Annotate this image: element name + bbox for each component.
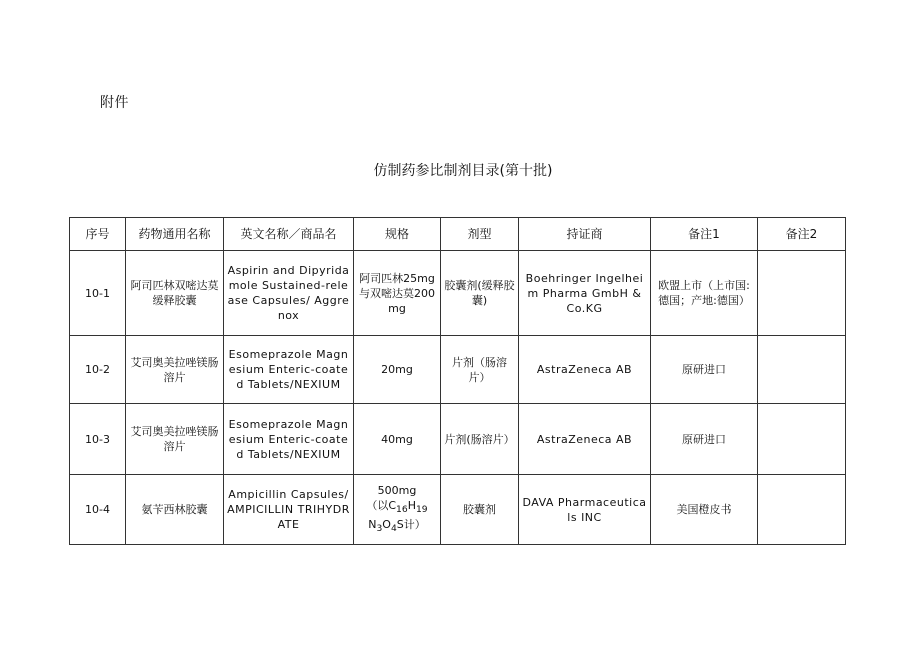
cell-holder: Boehringer Ingelheim Pharma GmbH & Co.KG [519,251,651,336]
cell-note2 [758,251,846,336]
spec-o: O [382,518,391,531]
spec-note-prefix: （以C [366,498,397,512]
cell-dosage-form: 片剂（肠溶片） [441,336,519,404]
cell-note1: 原研进口 [651,336,758,404]
cell-note2 [758,336,846,404]
cell-spec: 20mg [354,336,441,404]
cell-dosage-form: 胶囊剂(缓释胶囊) [441,251,519,336]
cell-english-name: Ampicillin Capsules/AMPICILLIN TRIHYDRATE [224,475,354,545]
column-header-holder: 持证商 [519,218,651,251]
cell-note1: 原研进口 [651,404,758,475]
cell-holder: AstraZeneca AB [519,404,651,475]
table-header-row [70,218,846,251]
table-row [70,251,846,336]
column-header-note2: 备注2 [758,218,846,251]
cell-dosage-form: 片剂(肠溶片） [441,404,519,475]
table-row [70,475,846,545]
cell-note2 [758,404,846,475]
reference-drug-table [69,217,846,545]
spec-n-subscript: 3 [376,523,383,535]
spec-n: N [368,518,377,531]
attachment-label: 附件 [100,95,129,111]
column-header-note1: 备注1 [651,218,758,251]
spec-o-subscript: 4 [390,523,397,535]
spec-note-suffix: S计） [396,518,426,531]
cell-english-name: Esomeprazole Magnesium Enteric-coated Tablets/NEXIUM [224,336,354,404]
column-header-dosage-form: 剂型 [441,218,519,251]
cell-spec: 40mg [354,404,441,475]
column-header-seq: 序号 [70,218,126,251]
cell-english-name: Aspirin and Dipyridamole Sustained-release Capsules/ Aggrenox [224,251,354,336]
spec-c-subscript: 16 [396,504,408,515]
cell-seq: 10-1 [70,251,126,336]
table-row [70,404,846,475]
column-header-generic-name: 药物通用名称 [126,218,224,251]
cell-seq: 10-4 [70,475,126,545]
cell-generic-name: 阿司匹林双嘧达莫缓释胶囊 [126,251,224,336]
cell-dosage-form: 胶囊剂 [441,475,519,545]
cell-generic-name: 艾司奥美拉唑镁肠溶片 [126,336,224,404]
column-header-english-name: 英文名称／商品名 [224,218,354,251]
cell-holder: AstraZeneca AB [519,336,651,404]
cell-spec [354,475,441,545]
cell-generic-name: 艾司奥美拉唑镁肠溶片 [126,404,224,475]
spec-h: H [407,498,416,512]
column-header-spec: 规格 [354,218,441,251]
cell-seq: 10-2 [70,336,126,404]
cell-holder: DAVA Pharmaceuticals INC [519,475,651,545]
spec-h-subscript: 19 [415,504,428,515]
cell-note2 [758,475,846,545]
cell-seq: 10-3 [70,404,126,475]
table-row [70,336,846,404]
spec-amount: 500mg [377,483,417,497]
cell-generic-name: 氨苄西林胶囊 [126,475,224,545]
cell-note1: 欧盟上市（上市国:德国；产地:德国） [651,251,758,336]
cell-note1: 美国橙皮书 [651,475,758,545]
cell-english-name: Esomeprazole Magnesium Enteric-coated Tablets/NEXIUM [224,404,354,475]
document-title: 仿制药参比制剂目录(第十批) [373,163,553,179]
cell-spec: 阿司匹林25mg与双嘧达莫200mg [354,251,441,336]
